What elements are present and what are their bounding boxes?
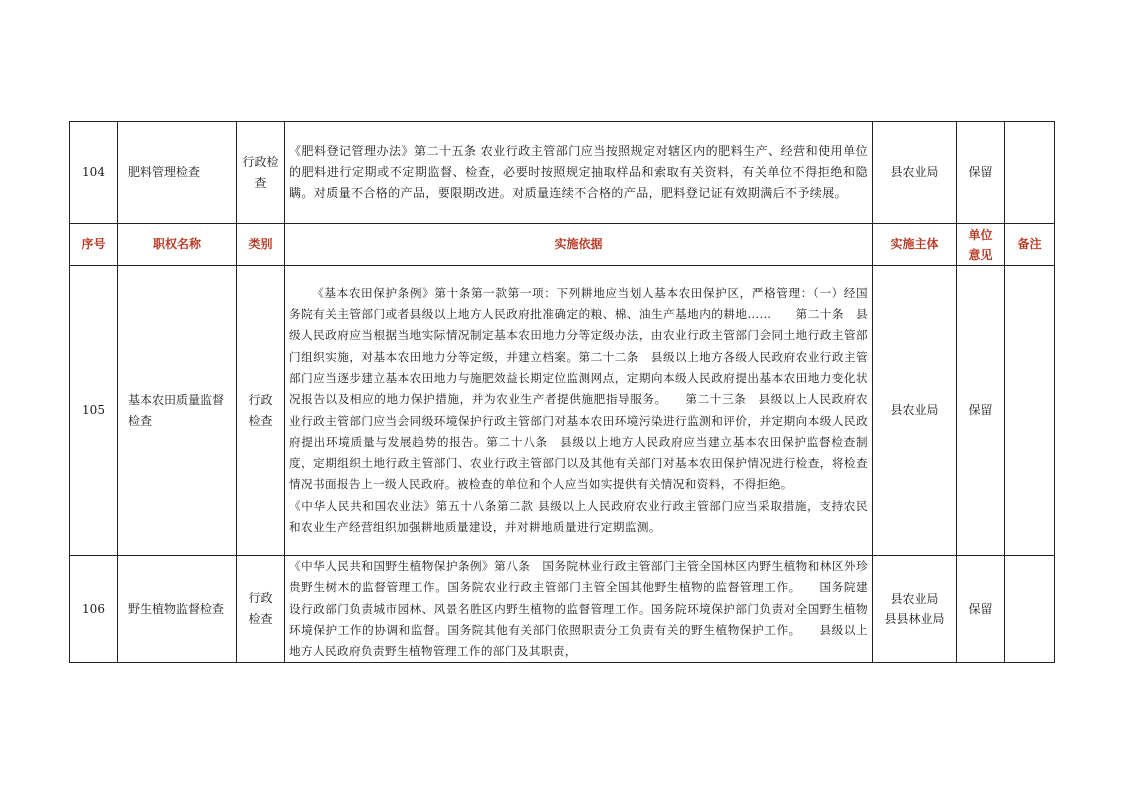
table-row (70, 556, 1055, 663)
basis-paragraph: 《基本农田保护条例》第十条第一款第一项：下列耕地应当划人基本农田保护区，严格管理：（一）经国务院有关主管部门或者县级以上地方人民政府批准确定的粮、棉、油生产基地内的耕地…… 第二十条 县级人民政府应当根据当地实际情况制定基本农田地力分等定级办法，由农业行政主管部门会同土地行政主管部门组织实施，对基本农田地力分等定级，并建立档案。第二十二条 县级以上地方各级人民政府农业行政主管部门应当逐步建立基本农田地力与施肥效益长期定位监测网点，定期向本级人民政府提出基本农田地力变化状况报告以及相应的地力保护措施，并为农业生产者提供施肥指导服务。 第二十三条 县级以上人民政府农业行政主管部门应当会同级环境保护行政主管部门对基本农田环境污染进行监测和评价，并定期向本级人民政府提出环境质量与发展趋势的报告。第二十八条 县级以上地方人民政府应当建立基本农田保护监督检查制度，定期组织土地行政主管部门、农业行政主管部门以及其他有关部门对基本农田保护情况进行检查，将检查情况书面报告上一级人民政府。被检查的单位和个人应当如实提供有关情况和资料，不得拒绝。 (289, 285, 868, 492)
authority-name: 野生植物监督检查 (118, 556, 237, 663)
table-header-row (70, 224, 1055, 266)
row-number: 104 (70, 122, 118, 224)
row-number: 106 (70, 556, 118, 663)
header-name: 职权名称 (118, 224, 237, 266)
header-basis: 实施依据 (285, 224, 873, 266)
category: 行政检查 (237, 122, 285, 224)
basis-text (285, 122, 873, 224)
category: 行政检查 (237, 556, 285, 663)
table-row (70, 122, 1055, 224)
basis-paragraph: 《中华人民共和国野生植物保护条例》第八条 国务院林业行政主管部门主管全国林区内野生植物和林区外珍贵野生树木的监督管理工作。国务院农业行政主管部门主管全国其他野生植物的监督管理工作。 国务院建设行政部门负责城市园林、风景名胜区内野生植物的监督管理工作。国务院环境保护部门负责对全国野生植物环境保护工作的协调和监督。国务院其他有关部门依照职责分工负责有关的野生植物保护工作。 县级以上地方人民政府负责野生植物管理工作的部门及其职责， (289, 559, 868, 659)
implementing-body (873, 556, 957, 663)
basis-text (285, 266, 873, 556)
authority-name: 基本农田质量监督检查 (118, 266, 237, 556)
header-category: 类别 (237, 224, 285, 266)
implementing-body: 县农业局 (873, 266, 957, 556)
remark (1005, 122, 1055, 224)
unit-opinion: 保留 (957, 556, 1005, 663)
header-no: 序号 (70, 224, 118, 266)
unit-opinion: 保留 (957, 266, 1005, 556)
authority-name: 肥料管理检查 (118, 122, 237, 224)
basis-text (285, 556, 873, 663)
basis-paragraph: 《肥料登记管理办法》第二十五条 农业行政主管部门应当按照规定对辖区内的肥料生产、经营和使用单位的肥料进行定期或不定期监督、检查，必要时按照规定抽取样品和索取有关资料，有关单位不得拒绝和隐瞒。对质量不合格的产品，要限期改进。对质量连续不合格的产品，肥料登记证有效期满后不予续展。 (289, 144, 868, 200)
implementing-body: 县农业局 (873, 122, 957, 224)
header-body: 实施主体 (873, 224, 957, 266)
unit-opinion: 保留 (957, 122, 1005, 224)
header-opinion: 单位意见 (957, 224, 1005, 266)
remark (1005, 266, 1055, 556)
implementing-body-line: 县县林业局 (884, 612, 945, 627)
table-row (70, 266, 1055, 556)
remark (1005, 556, 1055, 663)
header-remark: 备注 (1005, 224, 1055, 266)
implementing-body-line: 县农业局 (890, 592, 939, 607)
category: 行政检查 (237, 266, 285, 556)
basis-paragraph: 《中华人民共和国农业法》第五十八条第二款 县级以上人民政府农业行政主管部门应当采取措施，支持农民和农业生产经营组织加强耕地质量建设，并对耕地质量进行定期监测。 (289, 498, 868, 534)
row-number: 105 (70, 266, 118, 556)
authority-table (69, 121, 1055, 663)
